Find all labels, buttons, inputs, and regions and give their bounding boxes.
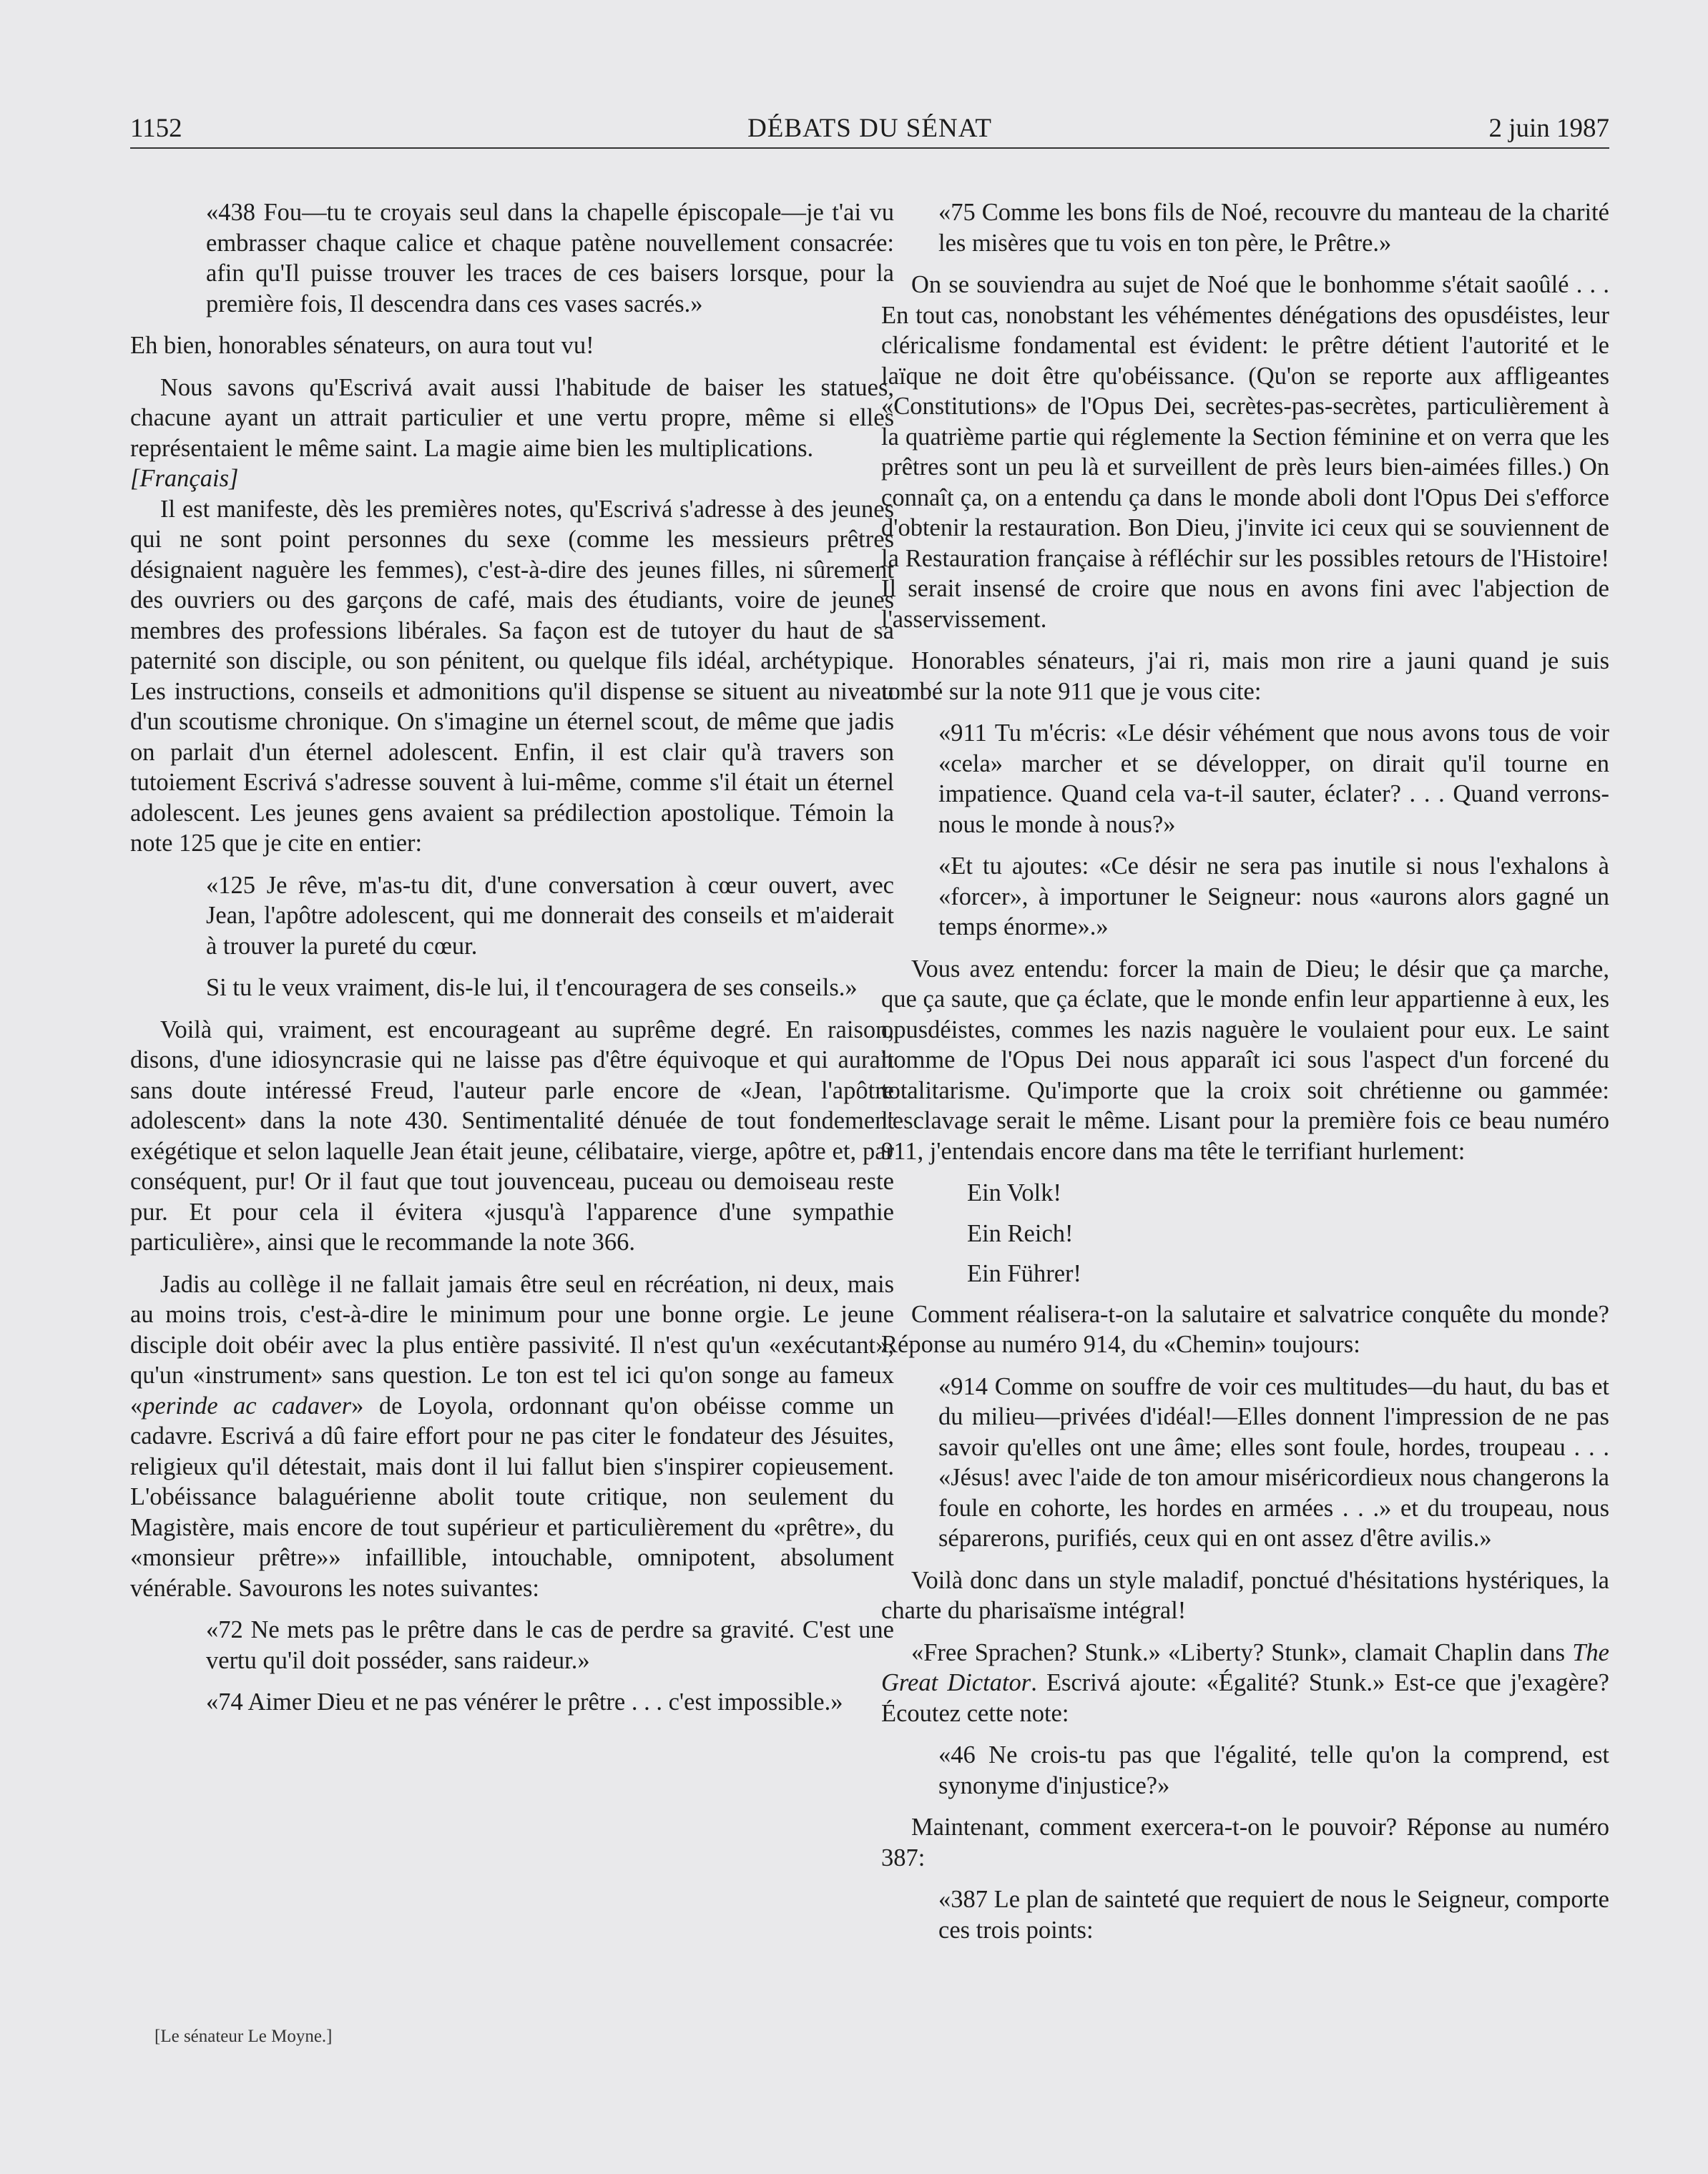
quote-911a: «911 Tu m'écris: «Le désir véhément que nous avons tous de voir «cela» marcher et se développer, on dirait qu'il tourne en impatience. Quand cela va-t-il sauter, éclater? . . . Quand verrons-nous le monde à nous?» bbox=[938, 719, 1609, 838]
quote-72: «72 Ne mets pas le prêtre dans le cas de perdre sa gravité. C'est une vertu qu'il doit posséder, sans raideur.» bbox=[206, 1616, 894, 1674]
language-marker: [Français] bbox=[130, 465, 239, 492]
paragraph: On se souviendra au sujet de Noé que le bonhomme s'était saoûlé . . . En tout cas, nonobstant les véhémentes dénégations des opusdéistes, leur cléricalisme fondamental est évident: le prêtre détient l'autorité et le laïque ne doit être qu'obéissance. (Qu'on se reporte aux affligeantes «Constitutions» de l'Opus Dei, secrètes-pas-secrètes, particulièrement à la quatrième partie qui réglemente la Section féminine et on verra que les prêtres sont un peu là et surveillent de près leurs bien-aimées filles.) On connaît ça, on a entendu ça dans le monde aboli dont l'Opus Dei s'efforce d'obtenir la restauration. Bon Dieu, j'invite ici ceux qui se souviennent de la Restauration française à réfléchir sur les possibles retours de l'Histoire! Il serait insensé de croire que nous en avons fini avec l'abjection de l'asservissement. bbox=[881, 271, 1609, 633]
quote-438: «438 Fou—tu te croyais seul dans la chapelle épiscopale—je t'ai vu embrasser chaque calice et chaque patène nouvellement consacrée: afin qu'Il puisse trouver les traces de ces baisers lorsque, pour la première fois, Il descendra dans ces vases sacrés.» bbox=[206, 199, 894, 318]
verse-line: Ein Volk! bbox=[967, 1179, 1061, 1206]
left-column bbox=[130, 197, 894, 1729]
text-run: «Free Sprachen? Stunk.» «Liberty? Stunk», clamait Chaplin dans bbox=[911, 1638, 1573, 1666]
paragraph: Eh bien, honorables sénateurs, on aura tout vu! bbox=[130, 332, 594, 359]
quote-75: «75 Comme les bons fils de Noé, recouvre du manteau de la charité les misères que tu vois en ton père, le Prêtre.» bbox=[938, 199, 1609, 257]
quote-387: «387 Le plan de sainteté que requiert de nous le Seigneur, comporte ces trois points: bbox=[938, 1886, 1609, 1944]
latin-phrase: perinde ac cadaver bbox=[142, 1392, 352, 1420]
quote-914: «914 Comme on souffre de voir ces multitudes—du haut, du bas et du milieu—privées d'idéal!—Elles donnent l'impression de ne pas savoir qu'elles ont une âme; elles sont foule, hordes, troupeau . . . «Jésus! avec l'aide de ton amour miséricordieux nous changerons la foule en cohorte, les hordes en armées . . .» et du troupeau, nous séparerons, purifiés, ceux qui en ont assez d'être avilis.» bbox=[938, 1372, 1609, 1552]
quote-125a: «125 Je rêve, m'as-tu dit, d'une conversation à cœur ouvert, avec Jean, l'apôtre adolescent, qui me donnerait des conseils et m'aiderait à trouver la pureté du cœur. bbox=[206, 871, 894, 960]
paragraph bbox=[881, 1638, 1609, 1729]
page-number: 1152 bbox=[130, 114, 182, 143]
speaker-footnote: [Le sénateur Le Moyne.] bbox=[154, 2027, 333, 2046]
verse-line: Ein Reich! bbox=[967, 1219, 1074, 1247]
journal-title: DÉBATS DU SÉNAT bbox=[747, 114, 992, 143]
text-run: Jadis au collège il ne fallait jamais être seul en récréation, ni deux, mais au moins trois, c'est-à-dire le minimum pour une bonne orgie. Le jeune disciple doit obéir avec la plus entière passivité. Il n'est qu'un «exécutant», qu'un «instrument» sans question. Le ton est tel ici qu'on songe au fameux « bbox=[130, 1270, 894, 1420]
paragraph: Il est manifeste, dès les premières notes, qu'Escrivá s'adresse à des jeunes qui ne sont point personnes du sexe (comme les messieurs prêtres désignaient naguère les femmes), c'est-à-dire des jeunes filles, ni sûrement des ouvriers ou des garçons de café, mais des étudiants, voire de jeunes membres des professions libérales. Sa façon est de tutoyer du haut de sa paternité son disciple, ou son pénitent, ou quelque fils idéal, archétypique. Les instructions, conseils et admonitions qu'il dispense se situent au niveau d'un scoutisme chronique. On s'imagine un éternel scout, de même que jadis on parlait d'un éternel adolescent. Enfin, il est clair qu'à travers son tutoiement Escrivá s'adresse souvent à lui-même, comme s'il était un éternel adolescent. Les jeunes gens avaient sa prédilection apostolique. Témoin la note 125 que je cite en entier: bbox=[130, 495, 894, 857]
paragraph: Voilà donc dans un style maladif, ponctué d'hésitations hystériques, la charte du pharisaïsme intégral! bbox=[881, 1566, 1609, 1624]
issue-date: 2 juin 1987 bbox=[1488, 114, 1609, 143]
quote-911b: «Et tu ajoutes: «Ce désir ne sera pas inutile si nous l'exhalons à «forcer», à importuner le Seigneur: nous «aurons alors gagné un temps énorme».» bbox=[938, 852, 1609, 940]
page-header bbox=[130, 107, 1609, 149]
quote-74: «74 Aimer Dieu et ne pas vénérer le prêtre . . . c'est impossible.» bbox=[206, 1688, 843, 1716]
text-run: . Escrivá ajoute: «Égalité? Stunk.» Est-ce que j'exagère? Écoutez cette note: bbox=[881, 1669, 1609, 1727]
paragraph: Voilà qui, vraiment, est encourageant au suprême degré. En raison, disons, d'une idiosyncrasie qui ne laisse pas d'être équivoque et qui aurait sans doute intéressé Freud, l'auteur parle encore de «Jean, l'apôtre adolescent» dans la note 430. Sentimentalité dénuée de tout fondement exégétique et selon laquelle Jean était jeune, célibataire, vierge, apôtre et, par conséquent, pur! Or il faut que tout jouvenceau, puceau ou demoiseau reste pur. Et pour cela il évitera «jusqu'à l'apparence d'une sympathie particulière», ainsi que le recommande la note 366. bbox=[130, 1015, 894, 1256]
right-column bbox=[881, 197, 1609, 1957]
verse-line: Ein Führer! bbox=[967, 1260, 1082, 1287]
film-title: The Great Dictator bbox=[881, 1638, 1609, 1696]
paragraph: Comment réalisera-t-on la salutaire et salvatrice conquête du monde? Réponse au numéro 914, du «Chemin» toujours: bbox=[881, 1300, 1609, 1358]
quote-46: «46 Ne crois-tu pas que l'égalité, telle qu'on la comprend, est synonyme d'injustice?» bbox=[938, 1741, 1609, 1799]
quote-125b: Si tu le veux vraiment, dis-le lui, il t'encouragera de ses conseils.» bbox=[206, 974, 858, 1001]
paragraph: Nous savons qu'Escrivá avait aussi l'habitude de baiser les statues, chacune ayant un attrait particulier et une vertu propre, même si elles représentaient le même saint. La magie aime bien les multiplications. bbox=[130, 373, 894, 462]
paragraph: Honorables sénateurs, j'ai ri, mais mon rire a jauni quand je suis tombé sur la note 911 que je vous cite: bbox=[881, 647, 1609, 705]
paragraph bbox=[130, 1269, 894, 1604]
text-run: » de Loyola, ordonnant qu'on obéisse comme un cadavre. Escrivá a dû faire effort pour ne pas citer le fondateur des Jésuites, religieux qu'il détestait, mais dont il lui fallut bien s'inspirer copieusement. L'obéissance balaguérienne abolit toute critique, non seulement du Magistère, mais encore de tout supérieur et particulièrement du «prêtre», du «monsieur prêtre»» infaillible, intouchable, omnipotent, absolument vénérable. Savourons les notes suivantes: bbox=[130, 1392, 894, 1602]
paragraph: Vous avez entendu: forcer la main de Dieu; le désir que ça marche, que ça saute, que ça éclate, que le monde enfin leur appartienne à eux, les opusdéistes, commes les nazis naguère le voulaient pour eux. Le saint homme de l'Opus Dei nous apparaît ici sous l'aspect d'un forcené du totalitarisme. Qu'importe que la croix soit chrétienne ou gammée: l'esclavage serait le même. Lisant pour la première fois ce beau numéro 911, j'entendais encore dans ma tête le terrifiant hurlement: bbox=[881, 955, 1609, 1165]
paragraph: Maintenant, comment exercera-t-on le pouvoir? Réponse au numéro 387: bbox=[881, 1814, 1609, 1871]
